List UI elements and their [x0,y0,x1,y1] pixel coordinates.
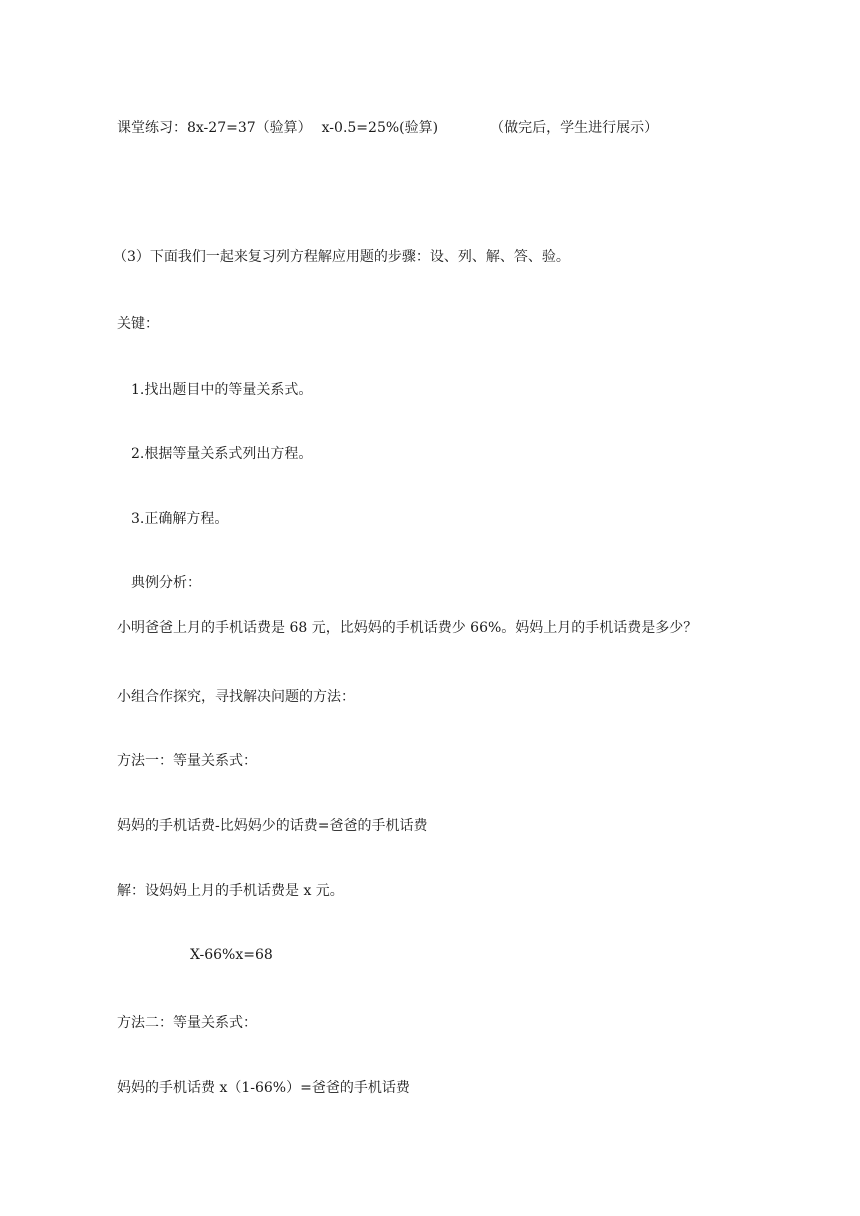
practice-note: （做完后，学生进行展示） [490,120,659,136]
practice-equation-2: x-0.5=25%(验算) [321,120,439,136]
method-2-title: 方法二：等量关系式： [117,1015,257,1031]
example-label: 典例分析： [131,575,201,591]
group-inquiry: 小组合作探究，寻找解决问题的方法： [117,689,355,705]
review-steps-paragraph: （3）下面我们一起来复习列方程解应用题的步骤：设、列、解、答、验。 [113,249,570,265]
practice-label: 课堂练习： [117,120,187,136]
method-1-title: 方法一：等量关系式： [117,753,257,769]
key-point-3: 3.正确解方程。 [131,511,229,527]
method-1-solution-intro: 解：设妈妈上月的手机话费是 x 元。 [117,883,344,899]
practice-equation-1: 8x-27=37（验算） [187,120,312,136]
key-point-1: 1.找出题目中的等量关系式。 [131,382,313,398]
practice-line [117,119,658,137]
key-point-2: 2.根据等量关系式列出方程。 [131,446,313,462]
key-label: 关键： [117,316,159,332]
method-1-relation: 妈妈的手机话费-比妈妈少的话费=爸爸的手机话费 [117,818,428,834]
example-problem: 小明爸爸上月的手机话费是 68 元，比妈妈的手机话费少 66%。妈妈上月的手机话费是多少？ [117,620,698,636]
method-2-relation: 妈妈的手机话费 x（1-66%）=爸爸的手机话费 [117,1080,410,1096]
method-1-equation: X-66%x=68 [190,947,273,963]
